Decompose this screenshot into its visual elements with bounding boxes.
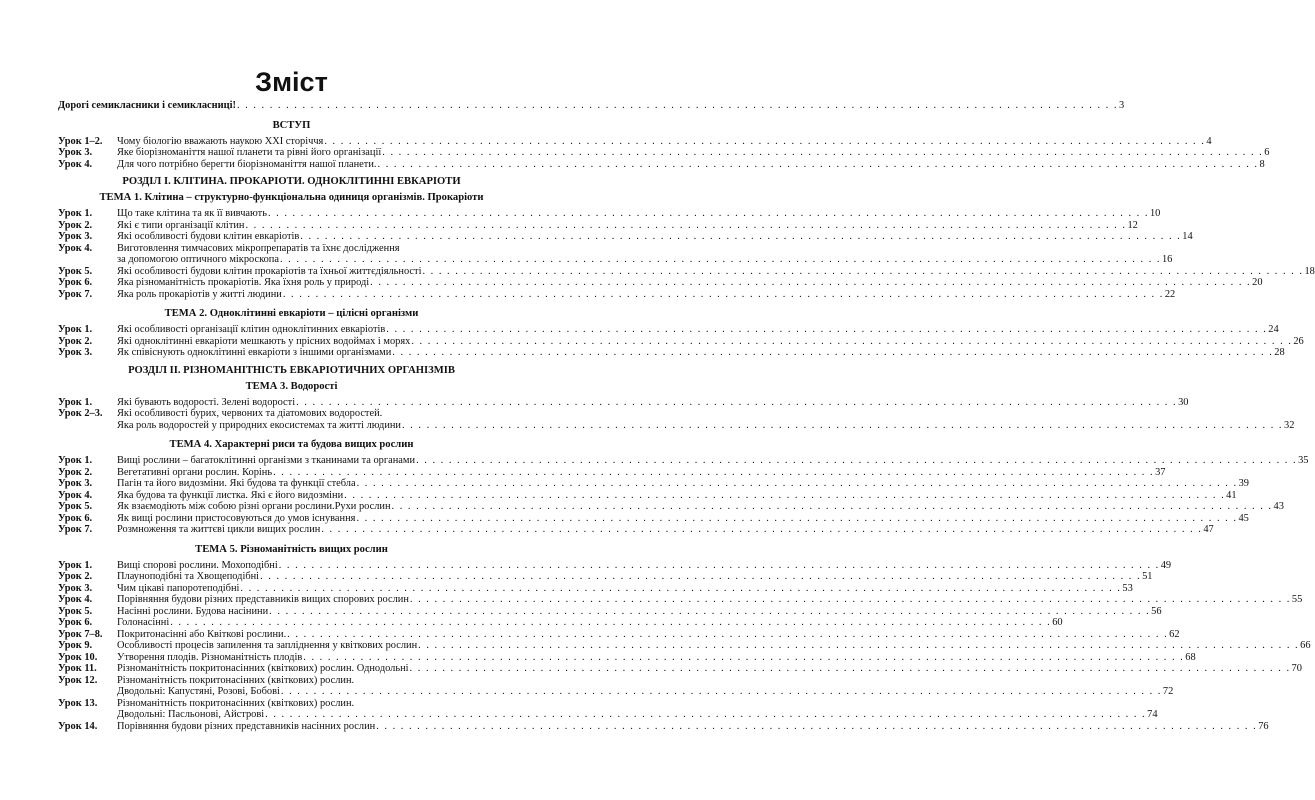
- lesson-label: Урок 2.: [58, 466, 93, 478]
- dot-leader: [260, 571, 1141, 583]
- toc-page: 74: [1147, 709, 1158, 720]
- lesson-title: Розмноження та життєві цикли вищих рослин: [117, 524, 321, 535]
- toc-page: 47: [1203, 524, 1214, 535]
- lesson-title-continued: Дводольні: Пасльонові, Айстрові: [117, 709, 265, 720]
- lesson-title-continued: Яка роль водоростей у природних екосистемах та житті людини: [117, 419, 401, 431]
- toc-page: 12: [1127, 219, 1138, 231]
- toc-page: 3: [1118, 100, 1125, 111]
- dot-leader: [280, 254, 1161, 266]
- lesson-title: Плауноподібні та Хвощеподібні: [117, 571, 260, 582]
- lesson-label: Урок 1.: [58, 559, 93, 571]
- lesson-label: Урок 7–8.: [58, 628, 103, 640]
- lesson-label: Урок 3.: [58, 231, 93, 242]
- dot-leader: [269, 606, 1150, 618]
- toc-entry: [58, 605, 1162, 618]
- toc-page: 56: [1151, 605, 1162, 617]
- lesson-label: Урок 6.: [58, 277, 93, 288]
- toc-page: 41: [1226, 489, 1237, 501]
- toc-page: 43: [1273, 501, 1284, 512]
- toc-entry-continuation: [58, 419, 1295, 432]
- toc-page: 35: [1298, 455, 1309, 466]
- dot-leader: [245, 220, 1126, 232]
- toc-list: [58, 396, 1295, 432]
- toc-entry: [58, 675, 525, 687]
- toc-entry-continuation: [58, 709, 1158, 721]
- toc-entry: [58, 512, 1249, 525]
- page-title: Зміст: [255, 67, 328, 97]
- lesson-label: Урок 2–3.: [58, 408, 103, 419]
- toc-entry: [58, 501, 1284, 513]
- lesson-title: Як співіснують одноклітинні евкаріоти з іншими організмами: [117, 347, 392, 358]
- lesson-label: Урок 9.: [58, 640, 93, 651]
- toc-list: [58, 559, 1311, 733]
- dot-leader: [382, 147, 1263, 159]
- lesson-title: Які бувають водорості. Зелені водорості: [117, 396, 296, 408]
- section-heading-razdil-1: РОЗДІЛ І. КЛІТИНА. ПРОКАРІОТИ. ОДНОКЛІТИННІ ЕВКАРІОТИ: [122, 176, 461, 187]
- toc-entry: [58, 277, 1263, 289]
- toc-page: 24: [1268, 324, 1279, 335]
- toc-page: 51: [1142, 571, 1153, 582]
- topic-heading-5: ТЕМА 5. Різноманітність вищих рослин: [195, 543, 388, 555]
- toc-entry: [58, 455, 1309, 467]
- toc-page: 8: [1259, 158, 1265, 170]
- lesson-title: Яка різноманітність прокаріотів. Яка їхня роль у природі: [117, 277, 370, 288]
- dot-leader: [411, 336, 1292, 348]
- dot-leader: [410, 594, 1291, 606]
- toc-entry: [58, 478, 1249, 490]
- toc-page: 10: [1149, 208, 1161, 219]
- lesson-title: Насінні рослини. Будова насінини: [117, 605, 269, 617]
- toc-page: 55: [1291, 594, 1303, 605]
- lesson-label: Урок 4.: [58, 594, 93, 605]
- lesson-title: Порівняння будови різних представників вищих спорових рослин: [117, 594, 409, 605]
- lesson-label: Урок 7.: [58, 288, 93, 300]
- dot-leader: [418, 640, 1299, 652]
- lesson-title: Пагін та його видозміни. Які будова та функції стебла: [117, 478, 356, 489]
- toc-page: 76: [1258, 720, 1269, 732]
- lesson-label: Урок 3.: [58, 478, 93, 489]
- lesson-label: Урок 2.: [58, 335, 93, 347]
- lesson-title: Вищі спорові рослини. Мохоподібні: [117, 559, 278, 571]
- lesson-title-continued: Дводольні: Капустяні, Розові, Бобові: [117, 686, 280, 697]
- toc-intro: [58, 100, 1125, 112]
- dot-leader: [386, 324, 1267, 336]
- toc-entry: [58, 243, 525, 255]
- lesson-title: Як вищі рослини пристосовуються до умов існування: [117, 512, 356, 524]
- toc-page: 49: [1160, 559, 1172, 571]
- lesson-label: Урок 4.: [58, 489, 93, 501]
- lesson-title: Різноманітність покритонасінних (квіткових) рослин. Однодольні: [117, 663, 409, 674]
- toc-entry: [58, 594, 1303, 606]
- toc-entry: [58, 396, 1189, 409]
- topic-heading-2: ТЕМА 2. Одноклітинні евкаріоти – цілісні організми: [164, 308, 419, 319]
- dot-leader: [378, 159, 1259, 171]
- lesson-label: Урок 7.: [58, 524, 93, 535]
- toc-entry: [58, 158, 1265, 171]
- dot-leader: [283, 289, 1164, 301]
- toc-page: 16: [1161, 254, 1173, 265]
- dot-leader: [376, 721, 1257, 733]
- lesson-title: Утворення плодів. Різноманітність плодів: [117, 651, 303, 663]
- toc-entry: [58, 628, 1180, 641]
- lesson-label: Урок 5.: [58, 265, 93, 277]
- dot-leader: [268, 208, 1149, 220]
- dot-leader: [356, 513, 1237, 525]
- toc-entry: [58, 640, 1311, 652]
- topic-heading-1: ТЕМА 1. Клітина – структурно-функціональна одиниця організмів. Прокаріоти: [99, 192, 484, 203]
- toc-list: [58, 455, 1309, 536]
- toc-entry: [58, 582, 1133, 595]
- toc-entry: [58, 147, 1270, 159]
- toc-list: [58, 208, 1315, 300]
- lesson-label: Урок 1–2.: [58, 135, 103, 147]
- toc-entry: [58, 466, 1166, 479]
- toc-entry: [58, 524, 1214, 536]
- toc-page: 62: [1169, 628, 1180, 640]
- toc-entry: [58, 720, 1269, 733]
- toc-entry: [58, 324, 1279, 336]
- lesson-title: Які одноклітинні евкаріоти мешкають у прісних водоймах і морях: [117, 335, 411, 347]
- toc-entry: [58, 408, 525, 420]
- lesson-title: Вищі рослини – багатоклітинні організми з тканинами та органами: [117, 455, 416, 466]
- lesson-title: Яка роль прокаріотів у житті людини: [117, 288, 282, 300]
- toc-entry: [58, 231, 1193, 243]
- lesson-label: Урок 5.: [58, 501, 93, 512]
- dot-leader: [392, 501, 1273, 513]
- topic-heading-4: ТЕМА 4. Характерні риси та будова вищих рослин: [169, 439, 414, 450]
- lesson-title-continued: за допомогою оптичного мікроскопа: [117, 254, 279, 265]
- toc-entry: [58, 347, 1285, 359]
- dot-leader: [281, 686, 1162, 698]
- toc-page: 45: [1238, 512, 1249, 524]
- lesson-title: Яка будова та функції листка. Які є його видозміни: [117, 489, 344, 501]
- toc-entry: [58, 219, 1138, 232]
- lesson-title: Які особливості організації клітин одноклітинних евкаріотів: [117, 324, 386, 335]
- lesson-label: Урок 2.: [58, 571, 93, 582]
- toc-entry: [58, 617, 1063, 629]
- dot-leader: [273, 467, 1154, 479]
- dot-leader: [240, 583, 1121, 595]
- lesson-title: Яке біорізноманіття нашої планети та рівні його організації: [117, 147, 382, 158]
- lesson-label: Урок 3.: [58, 147, 93, 158]
- lesson-title: Особливості процесів запилення та запліднення у квіткових рослин: [117, 640, 418, 651]
- toc-list: [58, 324, 1304, 359]
- toc-page: 37: [1155, 466, 1166, 478]
- toc-entry: [58, 489, 1237, 502]
- toc-page: 28: [1274, 347, 1285, 358]
- lesson-label: Урок 11.: [58, 663, 97, 674]
- dot-leader: [300, 231, 1181, 243]
- lesson-label: Урок 12.: [58, 674, 98, 686]
- dot-leader: [237, 100, 1118, 112]
- lesson-title: Різноманітність покритонасінних (квіткових) рослин.: [117, 697, 355, 709]
- toc-entry: [58, 571, 1153, 583]
- toc-page: 68: [1185, 651, 1196, 663]
- lesson-title: Вегетативні органи рослин. Корінь: [117, 466, 273, 478]
- toc-page: 26: [1293, 335, 1304, 347]
- toc-entry: [58, 265, 1315, 278]
- toc-page: 4: [1206, 135, 1212, 147]
- lesson-title: Які особливості бурих, червоних та діатомових водоростей.: [117, 408, 383, 419]
- lesson-title: Виготовлення тимчасових мікропрепаратів та їхнє дослідження: [117, 242, 400, 254]
- toc-page: 14: [1182, 231, 1193, 242]
- lesson-label: Урок 5.: [58, 605, 93, 617]
- lesson-title: Для чого потрібно берегти біорізноманіття нашої планети.: [117, 158, 377, 170]
- lesson-label: Урок 3.: [58, 582, 93, 594]
- lesson-title: Голонасінні: [117, 617, 170, 628]
- toc-page: 20: [1252, 277, 1263, 288]
- toc-page: 60: [1052, 617, 1063, 628]
- lesson-label: Урок 1.: [58, 396, 93, 408]
- lesson-title: Які особливості будови клітин евкаріотів: [117, 231, 300, 242]
- dot-leader: [321, 524, 1202, 536]
- lesson-title: Різноманітність покритонасінних (квіткових) рослин.: [117, 674, 355, 686]
- dot-leader: [422, 266, 1303, 278]
- lesson-label: Урок 1.: [58, 455, 93, 466]
- dot-leader: [303, 652, 1184, 664]
- topic-heading-3: ТЕМА 3. Водорості: [245, 380, 338, 392]
- lesson-label: Урок 2.: [58, 219, 93, 231]
- dot-leader: [287, 629, 1168, 641]
- toc-page: 30: [1178, 396, 1189, 408]
- lesson-label: Урок 14.: [58, 720, 98, 732]
- toc-entry: [58, 663, 1302, 675]
- dot-leader: [357, 478, 1238, 490]
- dot-leader: [344, 490, 1225, 502]
- toc-entry: [58, 288, 1176, 301]
- dot-leader: [265, 709, 1146, 721]
- lesson-title: Які особливості будови клітин прокаріотів та їхньої життєдіяльності: [117, 265, 422, 277]
- toc-page: 22: [1164, 288, 1176, 300]
- dot-leader: [170, 617, 1051, 629]
- toc-page: 32: [1284, 419, 1295, 431]
- dot-leader: [410, 663, 1291, 675]
- section-heading-razdil-2: РОЗДІЛ ІІ. РІЗНОМАНІТНІСТЬ ЕВКАРІОТИЧНИХ ОРГАНІЗМІВ: [128, 364, 455, 376]
- lesson-title: Чому біологію вважають наукою XXI сторіччя: [117, 135, 324, 147]
- dot-leader: [416, 455, 1297, 467]
- lesson-title: Чим цікаві папоротеподібні: [117, 582, 240, 594]
- toc-entry: [58, 698, 525, 710]
- toc-intro-text: Дорогі семикласники і семикласниці!: [58, 100, 236, 111]
- section-heading-vstup: ВСТУП: [272, 119, 311, 131]
- lesson-label: Урок 4.: [58, 242, 93, 254]
- toc-page: 39: [1238, 478, 1249, 489]
- toc-page: 66: [1300, 640, 1311, 651]
- toc-entry: [58, 651, 1196, 664]
- toc-entry-continuation: [58, 254, 1173, 266]
- lesson-title: Покритонасінні або Квіткові рослини.: [117, 628, 287, 640]
- dot-leader: [392, 347, 1273, 359]
- toc-entry: [58, 208, 1161, 220]
- dot-leader: [370, 277, 1251, 289]
- table-of-contents: [58, 0, 1315, 732]
- lesson-label: Урок 6.: [58, 617, 93, 628]
- toc-entry: [58, 335, 1304, 348]
- toc-entry: [58, 559, 1172, 572]
- lesson-title: Які є типи організації клітин: [117, 219, 245, 231]
- dot-leader: [402, 420, 1283, 432]
- lesson-label: Урок 4.: [58, 158, 93, 170]
- lesson-title: Що таке клітина та як її вивчають: [117, 208, 267, 219]
- lesson-label: Урок 10.: [58, 651, 98, 663]
- toc-page: 72: [1162, 686, 1174, 697]
- dot-leader: [296, 397, 1177, 409]
- lesson-label: Урок 6.: [58, 512, 93, 524]
- toc-page: 18: [1304, 265, 1315, 277]
- toc-page: 70: [1291, 663, 1302, 674]
- dot-leader: [279, 560, 1160, 572]
- lesson-label: Урок 3.: [58, 347, 93, 358]
- toc-list: [58, 135, 1270, 171]
- toc-page: 6: [1264, 147, 1270, 158]
- toc-page: 53: [1122, 582, 1133, 594]
- dot-leader: [324, 136, 1205, 148]
- lesson-label: Урок 1.: [58, 208, 93, 219]
- toc-entry-continuation: [58, 686, 1174, 698]
- toc-entry: [58, 135, 1212, 148]
- lesson-label: Урок 13.: [58, 697, 98, 709]
- lesson-title: Порівняння будови різних представників насінних рослин: [117, 720, 376, 732]
- lesson-title: Як взаємодіють між собою різні органи рослини.Рухи рослин: [117, 501, 391, 512]
- lesson-label: Урок 1.: [58, 324, 93, 335]
